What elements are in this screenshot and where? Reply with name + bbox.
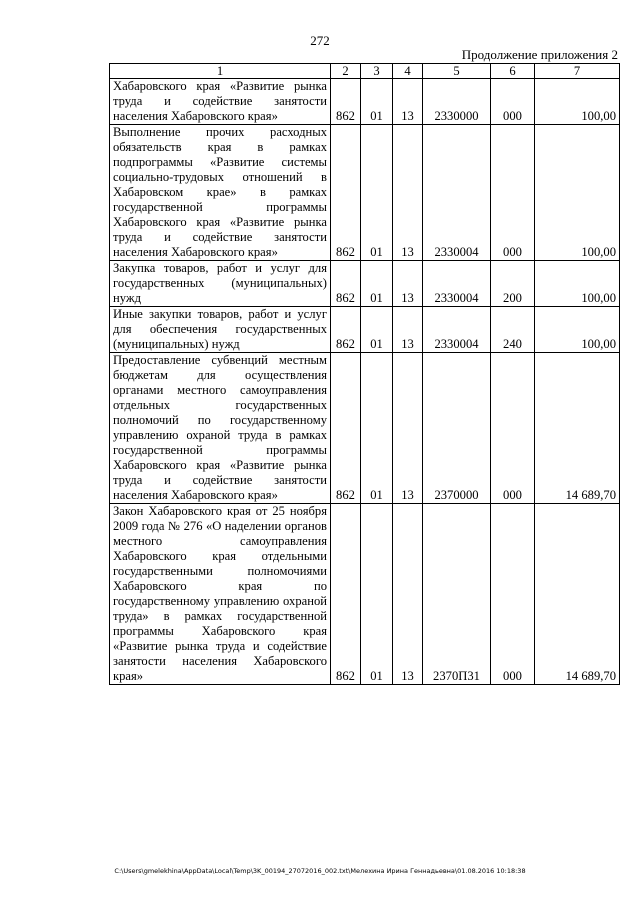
row-amount: 100,00	[535, 307, 620, 353]
row-expense-type: 200	[491, 261, 535, 307]
row-target-code: 2330000	[423, 79, 491, 125]
row-target-code: 2330004	[423, 125, 491, 261]
row-subsection: 13	[393, 125, 423, 261]
row-section: 01	[361, 504, 393, 685]
header-col-5: 5	[423, 64, 491, 79]
row-expense-type: 000	[491, 79, 535, 125]
header-row	[110, 64, 620, 79]
row-amount: 100,00	[535, 125, 620, 261]
row-subsection: 13	[393, 307, 423, 353]
row-ministry-code: 862	[331, 504, 361, 685]
row-section: 01	[361, 79, 393, 125]
table-row	[110, 353, 620, 504]
row-ministry-code: 862	[331, 261, 361, 307]
table-row	[110, 504, 620, 685]
row-target-code: 2370000	[423, 353, 491, 504]
row-section: 01	[361, 353, 393, 504]
table-row	[110, 79, 620, 125]
row-ministry-code: 862	[331, 79, 361, 125]
row-subsection: 13	[393, 504, 423, 685]
row-expense-type: 000	[491, 125, 535, 261]
header-col-1: 1	[110, 64, 331, 79]
continuation-label: Продолжение приложения 2	[461, 47, 618, 62]
header-col-2: 2	[331, 64, 361, 79]
row-description: Хабаровского края «Развитие рынка труда и содействие занятости населения Хабаровского края»	[110, 79, 331, 125]
header-col-6: 6	[491, 64, 535, 79]
row-ministry-code: 862	[331, 353, 361, 504]
footer-file-path: C:\Users\gmelekhina\AppData\Local\Temp\3K_00194_27072016_002.txt\Мелехина Ирина Геннадьевна\01.08.2016 10:18:38	[114, 867, 526, 875]
row-amount: 100,00	[535, 261, 620, 307]
header-col-4: 4	[393, 64, 423, 79]
row-amount: 14 689,70	[535, 504, 620, 685]
header-col-3: 3	[361, 64, 393, 79]
table-row	[110, 125, 620, 261]
table-row	[110, 307, 620, 353]
table-row	[110, 261, 620, 307]
page-number: 272	[310, 33, 330, 48]
row-section: 01	[361, 307, 393, 353]
row-expense-type: 000	[491, 353, 535, 504]
row-description: Иные закупки товаров, работ и услуг для обеспечения государственных (муниципальных) нужд	[110, 307, 331, 353]
row-amount: 14 689,70	[535, 353, 620, 504]
row-section: 01	[361, 261, 393, 307]
row-description: Закон Хабаровского края от 25 ноября 2009 года № 276 «О наделении органов местного самоуправления Хабаровского края отдельными государственными полномочиями Хабаровского края по государственному управлению охраной труда» в рамках государственной программы Хабаровского края «Развитие рынка труда и содействие занятости населения Хабаровского края»	[110, 504, 331, 685]
row-target-code: 2330004	[423, 307, 491, 353]
row-description: Предоставление субвенций местным бюджетам для осуществления органами местного самоуправления отдельных государственных полномочий по государственному управлению охраной труда в рамках государственной программы Хабаровского края «Развитие рынка труда и содействие занятости населения Хабаровского края»	[110, 353, 331, 504]
header-col-7: 7	[535, 64, 620, 79]
row-subsection: 13	[393, 79, 423, 125]
row-amount: 100,00	[535, 79, 620, 125]
row-target-code: 2370П31	[423, 504, 491, 685]
row-section: 01	[361, 125, 393, 261]
row-description: Выполнение прочих расходных обязательств края в рамках подпрограммы «Развитие системы социально-трудовых отношений в Хабаровском крае» в рамках государственной программы Хабаровского края «Развитие рынка труда и содействие занятости населения Хабаровского края»	[110, 125, 331, 261]
row-subsection: 13	[393, 261, 423, 307]
row-subsection: 13	[393, 353, 423, 504]
row-expense-type: 240	[491, 307, 535, 353]
row-description: Закупка товаров, работ и услуг для государственных (муниципальных) нужд	[110, 261, 331, 307]
row-expense-type: 000	[491, 504, 535, 685]
row-target-code: 2330004	[423, 261, 491, 307]
row-ministry-code: 862	[331, 307, 361, 353]
budget-table	[109, 63, 620, 685]
row-ministry-code: 862	[331, 125, 361, 261]
